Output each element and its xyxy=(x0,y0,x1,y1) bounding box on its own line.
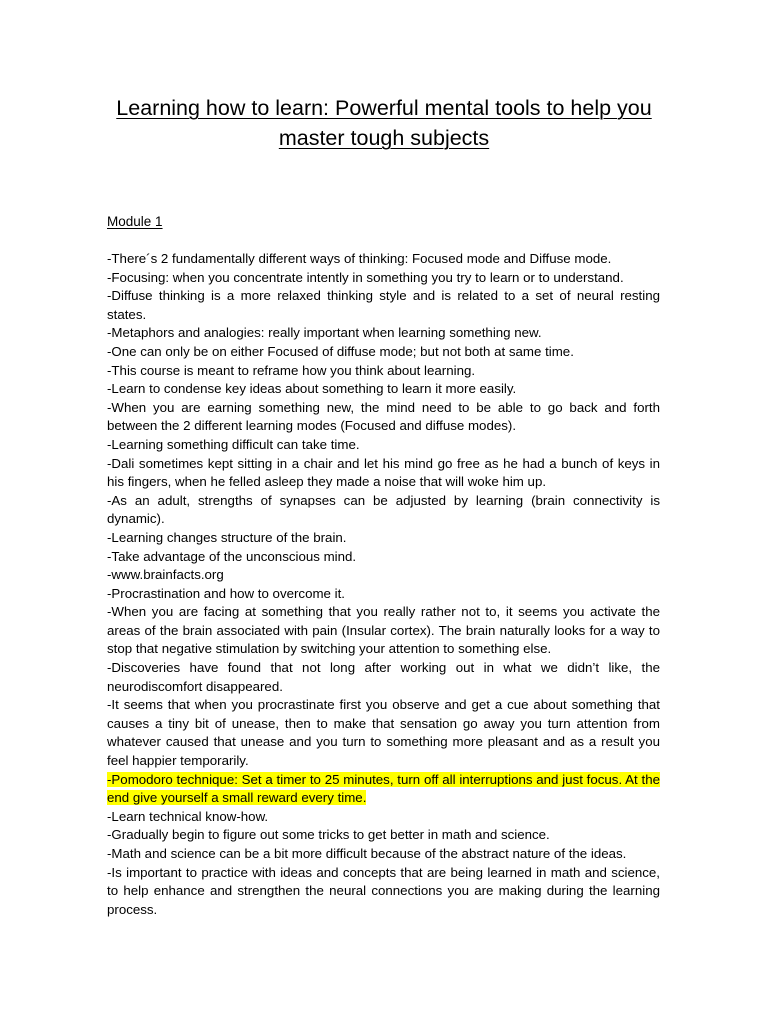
note-text: -Discoveries have found that not long after working out in what we didn’t like, the neurodiscomfort disappeared. xyxy=(107,660,660,694)
document-title: Learning how to learn: Powerful mental tools to help you master tough subjects xyxy=(116,96,652,150)
note-text: -Focusing: when you concentrate intently in something you try to learn or to understand. xyxy=(107,269,624,285)
note-item xyxy=(107,548,660,567)
note-item xyxy=(107,492,660,529)
note-item xyxy=(107,845,660,864)
note-item xyxy=(107,324,660,343)
note-item xyxy=(107,455,660,492)
note-item xyxy=(107,659,660,696)
note-item xyxy=(107,380,660,399)
note-item xyxy=(107,603,660,659)
note-text: -Dali sometimes kept sitting in a chair and let his mind go free as he had a bunch of keys in his fingers, when he felled asleep they made a noise that will woke him up. xyxy=(107,455,660,490)
notes-list xyxy=(107,250,660,919)
note-text: -It seems that when you procrastinate first you observe and get a cue about something that causes a tiny bit of unease, then to make that sensation go away you turn attention from whatever caused that unease and you turn to something more pleasant and as a result you feel happier temporarily. xyxy=(107,697,660,769)
note-item xyxy=(107,269,660,288)
note-text: -Learning changes structure of the brain. xyxy=(107,529,347,545)
note-item xyxy=(107,696,660,770)
note-text: -Procrastination and how to overcome it. xyxy=(107,585,345,601)
note-item xyxy=(107,362,660,381)
note-text: -Diffuse thinking is a more relaxed thinking style and is related to a set of neural resting states. xyxy=(107,288,660,322)
note-text: -Learn technical know-how. xyxy=(107,808,269,824)
note-text: -This course is meant to reframe how you think about learning. xyxy=(107,362,476,378)
note-item xyxy=(107,529,660,548)
note-item xyxy=(107,808,660,827)
note-item xyxy=(107,436,660,455)
note-text: -Gradually begin to figure out some tricks to get better in math and science. xyxy=(107,827,550,843)
note-text: -www.brainfacts.org xyxy=(107,567,224,583)
note-item xyxy=(107,585,660,604)
note-text: -There´s 2 fundamentally different ways of thinking: Focused mode and Diffuse mode. xyxy=(107,251,612,266)
note-item xyxy=(107,250,660,269)
note-item xyxy=(107,826,660,845)
module-heading: Module 1 xyxy=(107,214,163,229)
note-text: -Take advantage of the unconscious mind. xyxy=(107,548,357,564)
note-text: -When you are facing at something that you really rather not to, it seems you activate the areas of the brain associated with pain (Insular cortex). The brain naturally looks for a way to stop that negative stimulation by switching your attention to something else. xyxy=(107,604,660,657)
note-text: -As an adult, strengths of synapses can be adjusted by learning (brain connectivity is dynamic). xyxy=(107,492,660,527)
note-text: -Is important to practice with ideas and concepts that are being learned in math and science, to help enhance and strengthen the neural connections you are making during the learning process. xyxy=(107,864,660,917)
note-item xyxy=(107,399,660,436)
note-item xyxy=(107,566,660,585)
note-text: -One can only be on either Focused of diffuse mode; but not both at same time. xyxy=(107,343,574,359)
note-item xyxy=(107,864,660,920)
highlighted-note-text: -Pomodoro technique: Set a timer to 25 minutes, turn off all interruptions and just focus. At the end give yourself a small reward every time. xyxy=(107,771,660,806)
note-text: -Metaphors and analogies: really important when learning something new. xyxy=(107,325,542,341)
note-text: -Learn to condense key ideas about something to learn it more easily. xyxy=(107,381,517,397)
note-item-highlighted xyxy=(107,771,660,808)
note-item xyxy=(107,287,660,324)
note-text: -Learning something difficult can take time. xyxy=(107,436,360,452)
note-item xyxy=(107,343,660,362)
note-text: -When you are earning something new, the mind need to be able to go back and forth between the 2 different learning modes (Focused and diffuse modes). xyxy=(107,399,660,434)
note-text: -Math and science can be a bit more difficult because of the abstract nature of the ideas. xyxy=(107,846,627,861)
